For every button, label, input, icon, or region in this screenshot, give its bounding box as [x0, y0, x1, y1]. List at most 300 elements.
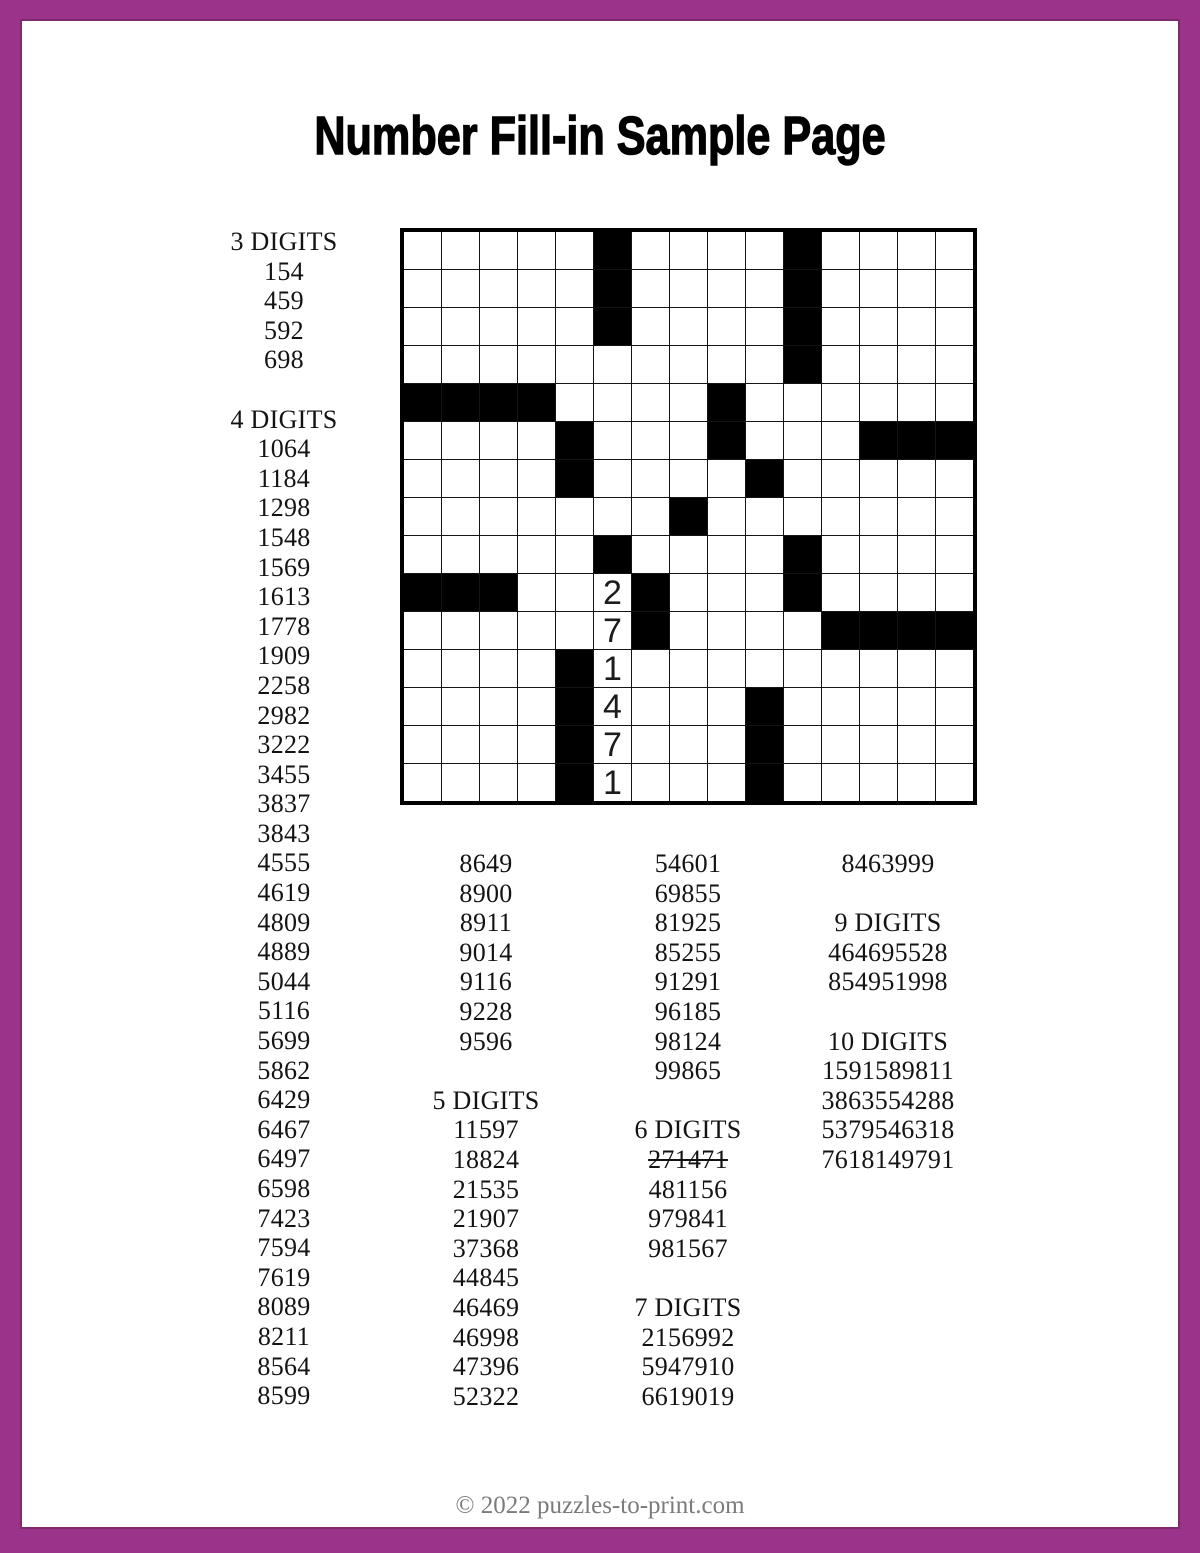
list-number: 3222 — [257, 730, 311, 760]
grid-cell[interactable] — [860, 688, 897, 725]
grid-cell[interactable] — [404, 422, 441, 459]
grid-cell[interactable] — [670, 384, 707, 421]
grid-cell[interactable] — [518, 764, 555, 801]
footer-copyright: © 2022 puzzles-to-print.com — [455, 1492, 745, 1519]
list-number: 481156 — [648, 1174, 728, 1204]
list-number: 5379546318 — [821, 1115, 955, 1145]
grid-cell[interactable] — [518, 460, 555, 497]
grid-cell[interactable] — [518, 536, 555, 573]
number-list-column — [386, 849, 586, 1411]
list-number: 21535 — [452, 1174, 520, 1204]
list-number: 1909 — [257, 641, 311, 671]
list-number: 8089 — [257, 1292, 311, 1322]
grid-cell[interactable] — [556, 308, 593, 345]
grid-cell[interactable] — [936, 498, 973, 535]
grid-cell[interactable] — [708, 650, 745, 687]
list-number: 4809 — [257, 907, 311, 937]
grid-cell[interactable] — [860, 536, 897, 573]
grid-cell[interactable] — [404, 688, 441, 725]
grid-cell[interactable]: 4 — [594, 688, 631, 725]
grid-cell[interactable] — [860, 308, 897, 345]
digit-group-header: 5 DIGITS — [432, 1085, 540, 1115]
grid-cell[interactable] — [442, 308, 479, 345]
grid-cell[interactable] — [480, 460, 517, 497]
grid-cell[interactable] — [480, 498, 517, 535]
grid-cell[interactable] — [442, 498, 479, 535]
list-number: 592 — [264, 315, 304, 345]
grid-cell[interactable] — [556, 612, 593, 649]
grid-cell[interactable] — [708, 232, 745, 269]
grid-cell[interactable] — [822, 536, 859, 573]
grid-cell-black — [594, 232, 631, 269]
list-number: 8911 — [459, 908, 513, 938]
grid-cell[interactable] — [518, 308, 555, 345]
grid-cell[interactable] — [746, 346, 783, 383]
grid-cell[interactable] — [670, 688, 707, 725]
grid-cell[interactable] — [594, 346, 631, 383]
grid-cell[interactable] — [784, 764, 821, 801]
grid-cell[interactable] — [404, 270, 441, 307]
grid-cell[interactable] — [860, 574, 897, 611]
puzzle-grid — [400, 228, 977, 805]
digit-group-header: 7 DIGITS — [634, 1292, 742, 1322]
grid-cell-black — [404, 574, 441, 611]
digit-group-header: 3 DIGITS — [230, 227, 338, 256]
grid-cell[interactable] — [480, 270, 517, 307]
grid-cell[interactable] — [860, 498, 897, 535]
grid-cell-black — [556, 650, 593, 687]
grid-cell[interactable] — [822, 460, 859, 497]
list-number: 1298 — [257, 493, 311, 523]
list-number: 9014 — [459, 937, 513, 967]
grid-cell[interactable] — [670, 308, 707, 345]
grid-cell-black — [480, 574, 517, 611]
grid-cell[interactable] — [708, 498, 745, 535]
list-number: 69855 — [654, 878, 722, 908]
list-number: 6429 — [257, 1085, 311, 1115]
grid-cell[interactable] — [594, 498, 631, 535]
list-number: 9228 — [459, 996, 513, 1026]
grid-cell[interactable] — [860, 650, 897, 687]
grid-cell[interactable] — [708, 536, 745, 573]
grid-cell-black — [442, 384, 479, 421]
list-blank-line — [588, 1086, 788, 1116]
grid-cell[interactable] — [898, 460, 935, 497]
list-number: 44845 — [452, 1263, 520, 1293]
grid-cell[interactable] — [670, 574, 707, 611]
grid-cell[interactable] — [708, 346, 745, 383]
grid-cell[interactable] — [480, 726, 517, 763]
grid-cell[interactable] — [898, 688, 935, 725]
grid-cell[interactable] — [784, 650, 821, 687]
grid-cell[interactable] — [556, 498, 593, 535]
grid-cell[interactable] — [746, 270, 783, 307]
grid-cell[interactable] — [670, 270, 707, 307]
list-number: 5699 — [257, 1026, 311, 1056]
grid-cell-black — [632, 574, 669, 611]
grid-cell[interactable] — [594, 384, 631, 421]
grid-cell[interactable] — [708, 574, 745, 611]
grid-cell[interactable] — [822, 270, 859, 307]
grid-cell[interactable] — [670, 422, 707, 459]
grid-cell[interactable] — [670, 232, 707, 269]
list-blank-line — [788, 879, 988, 909]
grid-cell[interactable] — [632, 460, 669, 497]
grid-cell[interactable] — [746, 536, 783, 573]
list-number: 459 — [264, 286, 304, 316]
grid-cell[interactable] — [480, 688, 517, 725]
grid-cell[interactable] — [594, 460, 631, 497]
grid-cell[interactable] — [936, 688, 973, 725]
grid-cell[interactable] — [632, 650, 669, 687]
grid-cell[interactable] — [822, 650, 859, 687]
grid-cell[interactable] — [898, 726, 935, 763]
list-number: 698 — [264, 345, 304, 375]
list-number: 7423 — [257, 1203, 311, 1233]
list-number: 979841 — [648, 1204, 728, 1234]
grid-cell[interactable] — [442, 650, 479, 687]
grid-cell[interactable] — [936, 536, 973, 573]
grid-cell[interactable] — [784, 612, 821, 649]
grid-cell[interactable] — [632, 764, 669, 801]
list-number: 1064 — [257, 434, 311, 464]
grid-cell[interactable] — [746, 308, 783, 345]
list-blank-line — [386, 1056, 586, 1086]
list-number: 2156992 — [641, 1322, 735, 1352]
grid-cell[interactable] — [442, 764, 479, 801]
grid-cell[interactable] — [784, 422, 821, 459]
grid-cell[interactable] — [746, 650, 783, 687]
grid-cell[interactable] — [746, 384, 783, 421]
grid-cell[interactable] — [860, 346, 897, 383]
grid-cell[interactable] — [518, 726, 555, 763]
list-number: 3863554288 — [821, 1085, 955, 1115]
grid-cell[interactable] — [518, 688, 555, 725]
grid-cell[interactable] — [670, 726, 707, 763]
grid-cell[interactable] — [822, 764, 859, 801]
list-number: 8564 — [257, 1351, 311, 1381]
grid-cell-black — [822, 612, 859, 649]
grid-cell[interactable] — [556, 346, 593, 383]
list-number: 37368 — [452, 1233, 520, 1263]
list-number: 8463999 — [841, 849, 935, 878]
grid-cell[interactable] — [860, 726, 897, 763]
grid-cell[interactable] — [670, 612, 707, 649]
grid-cell-black — [594, 308, 631, 345]
grid-cell[interactable] — [518, 346, 555, 383]
grid-cell[interactable] — [822, 498, 859, 535]
grid-cell[interactable] — [480, 346, 517, 383]
list-number: 9116 — [459, 967, 513, 997]
grid-cell-black — [556, 688, 593, 725]
grid-cell[interactable] — [480, 422, 517, 459]
grid-cell[interactable] — [518, 232, 555, 269]
grid-cell-black — [556, 726, 593, 763]
grid-cell[interactable] — [404, 726, 441, 763]
grid-cell[interactable] — [594, 422, 631, 459]
grid-cell[interactable] — [784, 498, 821, 535]
grid-cell[interactable] — [936, 232, 973, 269]
grid-cell[interactable] — [822, 232, 859, 269]
grid-cell[interactable] — [480, 308, 517, 345]
grid-cell-black — [594, 270, 631, 307]
grid-cell[interactable] — [936, 384, 973, 421]
grid-cell[interactable] — [784, 726, 821, 763]
grid-cell-black — [670, 498, 707, 535]
grid-cell[interactable] — [822, 726, 859, 763]
list-number: 3843 — [257, 818, 311, 848]
grid-cell[interactable]: 7 — [594, 726, 631, 763]
list-number-struck: 271471 — [648, 1144, 728, 1174]
grid-cell[interactable] — [708, 308, 745, 345]
list-number: 21907 — [452, 1204, 520, 1234]
grid-cell[interactable] — [708, 460, 745, 497]
grid-cell[interactable] — [404, 308, 441, 345]
list-number: 5116 — [257, 996, 311, 1026]
number-list-column — [588, 849, 788, 1411]
grid-cell[interactable] — [822, 384, 859, 421]
grid-cell[interactable]: 2 — [594, 574, 631, 611]
grid-cell[interactable] — [784, 688, 821, 725]
grid-cell[interactable] — [556, 270, 593, 307]
grid-cell-black — [708, 422, 745, 459]
grid-cell[interactable] — [670, 650, 707, 687]
grid-cell[interactable] — [936, 726, 973, 763]
grid-cell-black — [404, 384, 441, 421]
list-number: 6598 — [257, 1174, 311, 1203]
grid-cell[interactable] — [442, 422, 479, 459]
grid-cell[interactable] — [480, 650, 517, 687]
list-number: 5862 — [257, 1055, 311, 1085]
digit-group-header: 4 DIGITS — [230, 404, 338, 434]
list-number: 47396 — [452, 1352, 520, 1382]
grid-cell-black — [784, 308, 821, 345]
grid-cell[interactable] — [936, 346, 973, 383]
list-number: 3837 — [257, 789, 311, 819]
grid-cell[interactable] — [898, 270, 935, 307]
grid-cell[interactable]: 7 — [594, 612, 631, 649]
grid-cell[interactable] — [860, 270, 897, 307]
grid-cell[interactable] — [708, 726, 745, 763]
grid-cell[interactable] — [708, 764, 745, 801]
grid-cell[interactable] — [518, 270, 555, 307]
grid-cell[interactable] — [784, 384, 821, 421]
grid-cell[interactable] — [898, 650, 935, 687]
grid-cell[interactable] — [670, 460, 707, 497]
list-number: 854951998 — [828, 967, 948, 997]
list-number: 8900 — [459, 878, 513, 908]
digit-group-header: 6 DIGITS — [634, 1115, 742, 1145]
grid-cell[interactable] — [442, 346, 479, 383]
grid-cell[interactable] — [556, 384, 593, 421]
grid-cell[interactable] — [898, 574, 935, 611]
list-number: 1184 — [257, 463, 311, 493]
grid-cell[interactable] — [632, 384, 669, 421]
list-number: 52322 — [452, 1381, 520, 1411]
grid-cell[interactable] — [898, 232, 935, 269]
grid-cell-black — [860, 612, 897, 649]
grid-cell[interactable] — [442, 726, 479, 763]
list-number: 5947910 — [641, 1352, 735, 1382]
list-number: 18824 — [452, 1144, 520, 1174]
grid-cell[interactable] — [708, 270, 745, 307]
grid-cell-black — [632, 612, 669, 649]
page-content — [20, 19, 1180, 1529]
grid-cell[interactable] — [404, 650, 441, 687]
list-number: 5044 — [257, 966, 311, 996]
grid-cell-black — [784, 270, 821, 307]
grid-cell[interactable] — [822, 346, 859, 383]
grid-cell[interactable] — [822, 422, 859, 459]
grid-cell[interactable] — [404, 232, 441, 269]
grid-cell[interactable]: 1 — [594, 650, 631, 687]
grid-cell[interactable] — [518, 574, 555, 611]
grid-cell[interactable] — [404, 460, 441, 497]
grid-cell[interactable] — [860, 764, 897, 801]
grid-cell[interactable] — [936, 650, 973, 687]
list-number: 91291 — [654, 967, 722, 997]
grid-cell[interactable] — [480, 764, 517, 801]
grid-cell[interactable] — [822, 574, 859, 611]
grid-cell[interactable] — [632, 346, 669, 383]
grid-cell[interactable] — [784, 460, 821, 497]
list-blank-line — [184, 375, 384, 405]
grid-cell[interactable] — [442, 536, 479, 573]
grid-cell[interactable] — [898, 498, 935, 535]
grid-cell[interactable] — [860, 384, 897, 421]
grid-cell-black — [518, 384, 555, 421]
grid-cell[interactable] — [860, 460, 897, 497]
grid-cell-black — [746, 764, 783, 801]
list-number: 981567 — [648, 1233, 728, 1263]
grid-cell-black — [784, 232, 821, 269]
list-number: 85255 — [654, 937, 722, 967]
grid-cell[interactable] — [442, 688, 479, 725]
grid-cell-black — [594, 536, 631, 573]
grid-cell[interactable] — [632, 726, 669, 763]
grid-cell[interactable] — [860, 232, 897, 269]
grid-cell[interactable] — [898, 346, 935, 383]
grid-cell-black — [746, 688, 783, 725]
grid-cell-black — [746, 726, 783, 763]
grid-cell[interactable] — [936, 574, 973, 611]
grid-cell-black — [556, 422, 593, 459]
grid-cell[interactable] — [746, 612, 783, 649]
grid-cell[interactable] — [404, 498, 441, 535]
grid-cell[interactable] — [404, 612, 441, 649]
grid-cell[interactable] — [404, 764, 441, 801]
grid-cell-black — [898, 612, 935, 649]
grid-cell[interactable] — [670, 536, 707, 573]
grid-cell[interactable] — [898, 536, 935, 573]
grid-cell[interactable] — [442, 460, 479, 497]
grid-cell-black — [556, 460, 593, 497]
list-number: 81925 — [654, 908, 722, 938]
list-number: 7594 — [257, 1233, 311, 1263]
grid-cell[interactable] — [442, 232, 479, 269]
list-number: 2982 — [257, 700, 311, 730]
grid-cell[interactable] — [442, 270, 479, 307]
grid-cell-black — [746, 460, 783, 497]
grid-cell-black — [898, 422, 935, 459]
number-list-column — [184, 227, 384, 1411]
grid-cell[interactable] — [480, 232, 517, 269]
digit-group-header: 10 DIGITS — [827, 1026, 949, 1056]
grid-cell[interactable] — [670, 764, 707, 801]
grid-cell[interactable] — [442, 612, 479, 649]
list-number: 98124 — [654, 1026, 722, 1056]
grid-cell-black — [442, 574, 479, 611]
grid-cell[interactable] — [746, 232, 783, 269]
grid-cell-black — [860, 422, 897, 459]
grid-cell[interactable] — [746, 574, 783, 611]
grid-cell[interactable] — [556, 232, 593, 269]
grid-cell-black — [784, 536, 821, 573]
grid-cell[interactable] — [518, 498, 555, 535]
grid-cell[interactable] — [518, 422, 555, 459]
grid-cell[interactable] — [480, 612, 517, 649]
grid-cell[interactable] — [518, 612, 555, 649]
grid-cell[interactable] — [746, 498, 783, 535]
grid-cell[interactable] — [632, 422, 669, 459]
list-number: 1591589811 — [821, 1056, 955, 1086]
grid-cell[interactable] — [632, 498, 669, 535]
grid-cell[interactable] — [936, 308, 973, 345]
grid-cell[interactable] — [480, 536, 517, 573]
grid-cell[interactable] — [632, 688, 669, 725]
list-number: 11597 — [453, 1115, 519, 1145]
list-blank-line — [588, 1263, 788, 1293]
grid-cell[interactable] — [898, 308, 935, 345]
grid-cell-black — [708, 384, 745, 421]
grid-cell[interactable] — [404, 346, 441, 383]
grid-cell[interactable] — [632, 308, 669, 345]
list-number: 7619 — [257, 1262, 311, 1292]
grid-cell[interactable] — [708, 688, 745, 725]
grid-cell[interactable] — [746, 422, 783, 459]
list-number: 3455 — [257, 759, 311, 789]
grid-cell[interactable] — [898, 764, 935, 801]
grid-cell-black — [556, 764, 593, 801]
grid-cell[interactable] — [632, 270, 669, 307]
grid-cell[interactable] — [404, 536, 441, 573]
grid-cell[interactable] — [898, 384, 935, 421]
grid-cell[interactable] — [632, 536, 669, 573]
grid-cell[interactable] — [670, 346, 707, 383]
grid-cell[interactable] — [936, 764, 973, 801]
grid-cell[interactable]: 1 — [594, 764, 631, 801]
list-number: 6619019 — [641, 1381, 735, 1411]
list-number: 1548 — [257, 522, 311, 552]
grid-cell[interactable] — [556, 536, 593, 573]
list-number: 6467 — [257, 1114, 311, 1144]
grid-cell[interactable] — [936, 460, 973, 497]
grid-cell[interactable] — [708, 612, 745, 649]
grid-cell[interactable] — [822, 308, 859, 345]
list-number: 46469 — [452, 1292, 520, 1322]
grid-cell[interactable] — [518, 650, 555, 687]
grid-cell-black — [784, 346, 821, 383]
list-number: 99865 — [654, 1056, 722, 1086]
grid-cell[interactable] — [822, 688, 859, 725]
grid-cell[interactable] — [632, 232, 669, 269]
grid-cell[interactable] — [936, 270, 973, 307]
list-number: 4555 — [257, 848, 311, 878]
list-number: 4619 — [257, 878, 311, 908]
grid-cell[interactable] — [556, 574, 593, 611]
page-title: Number Fill-in Sample Page — [314, 106, 886, 166]
list-number: 7618149791 — [821, 1144, 955, 1174]
